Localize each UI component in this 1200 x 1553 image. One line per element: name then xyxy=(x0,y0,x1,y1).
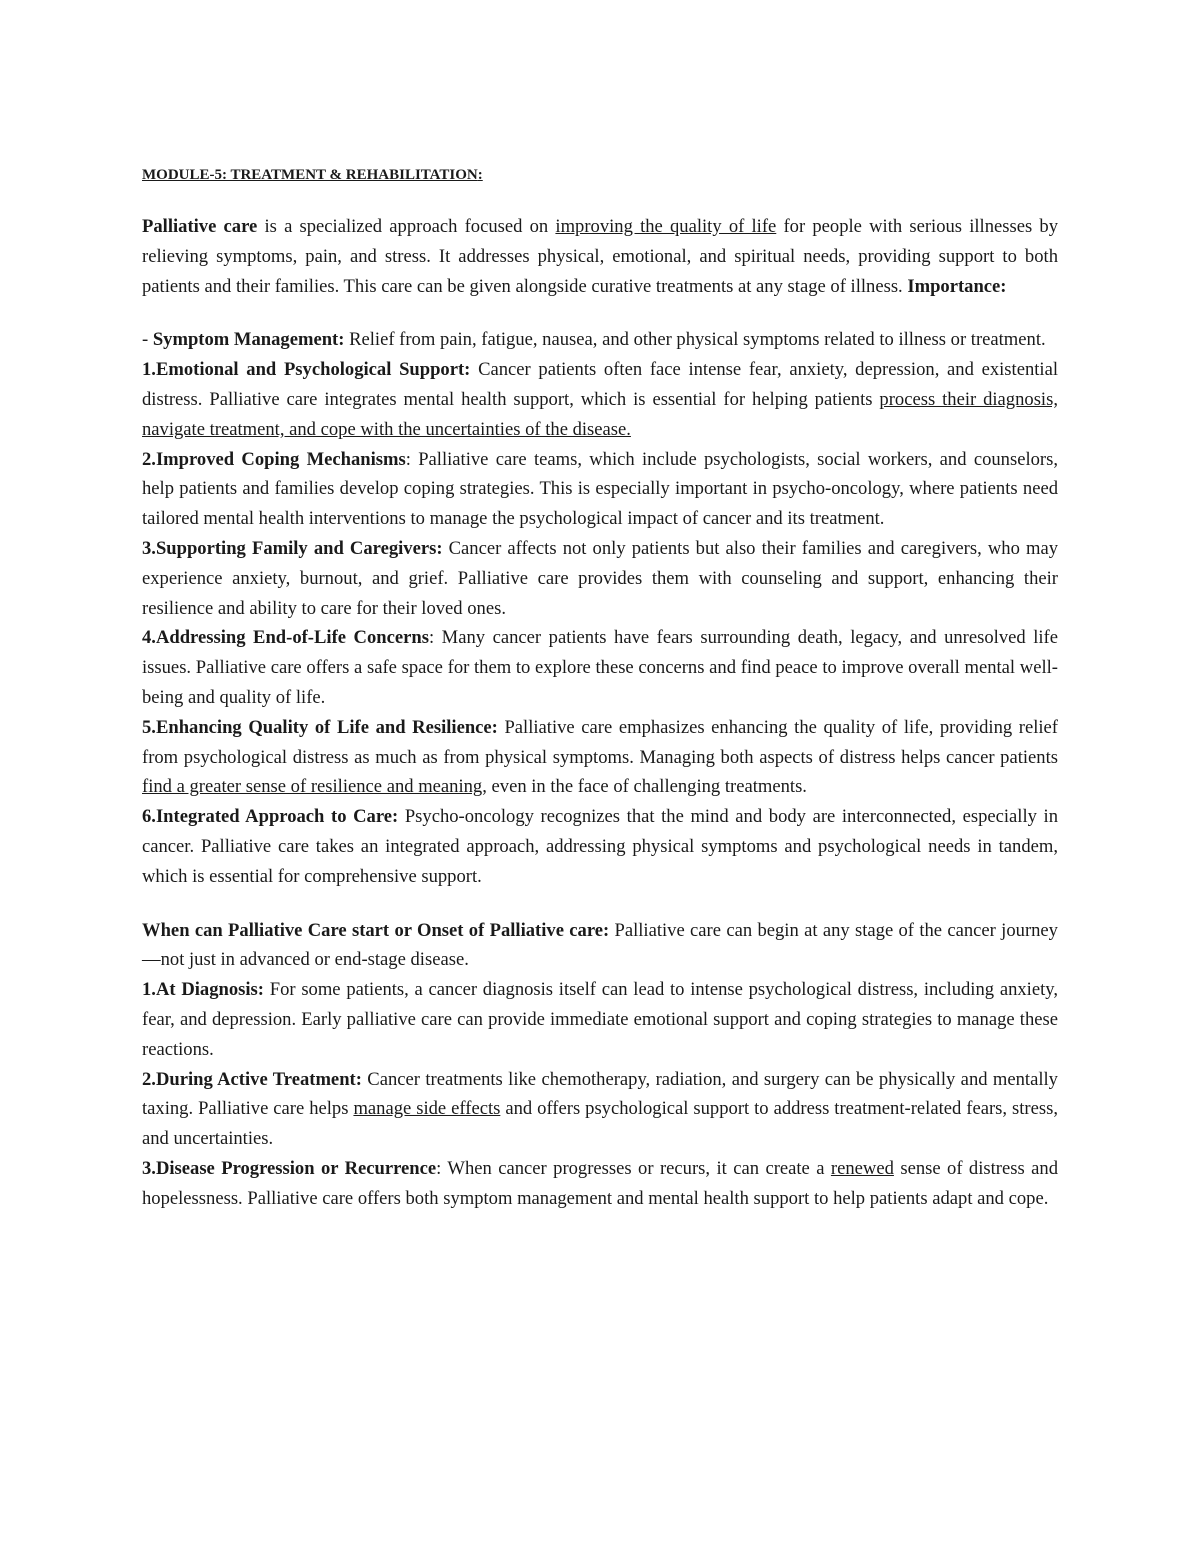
module-heading xyxy=(142,160,1058,190)
item-label: 6.Integrated Approach to Care: xyxy=(142,806,399,828)
onset-item-3: 3.Disease Progression or Recurrence: When cancer progresses or recurs, it can create a renewed sense of distress and hopelessness. Palliative care offers both symptom management and mental health support to help patients adapt and cope. xyxy=(142,1157,1058,1209)
onset-item-2: 2.During Active Treatment: Cancer treatments like chemotherapy, radiation, and surgery can be physically and mentally taxing. Palliative care helps manage side effects and offers psychological support to address treatment-related fears, stress, and uncertainties. xyxy=(142,1068,1058,1150)
importance-item-4: 4.Addressing End-of-Life Concerns: Many cancer patients have fears surrounding death, legacy, and unresolved life issues. Palliative care offers a safe space for them to explore these concerns and find peace to improve overall mental well-being and quality of life. xyxy=(142,627,1058,708)
intro-term: Palliative care xyxy=(142,216,258,237)
importance-item-6: 6.Integrated Approach to Care: Psycho-oncology recognizes that the mind and body are interconnected, especially in cancer. Palliative care takes an integrated approach, addressing physical symptoms and psychological needs in tandem, which is essential for comprehensive support. xyxy=(142,806,1058,887)
symptom-management-label: Symptom Management: xyxy=(152,329,345,351)
item-label: 4.Addressing End-of-Life Concerns xyxy=(142,627,429,649)
importance-item-3: 3.Supporting Family and Caregivers: Cancer affects not only patients but also their families and caregivers, who may experience anxiety, burnout, and grief. Palliative care provides them with counseling and support, enhancing their resilience and ability to care for their loved ones. xyxy=(142,537,1058,619)
item-label: 2.During Active Treatment: xyxy=(142,1068,362,1090)
document-page xyxy=(142,160,1058,1214)
item-label: 1.Emotional and Psychological Support: xyxy=(142,359,471,381)
module-heading-text: MODULE-5: TREATMENT & REHABILITATION xyxy=(142,167,478,183)
symptom-management-paragraph: - Symptom Management: Relief from pain, fatigue, nausea, and other physical symptoms related to illness or treatment. xyxy=(142,329,1046,351)
importance-item-1: 1.Emotional and Psychological Support: Cancer patients often face intense fear, anxiety, depression, and existential distress. Palliative care integrates mental health support, which is essential for helping patients process their diagnosis, navigate treatment, and cope with the uncertainties of the disease. xyxy=(142,359,1058,440)
item-label: 3.Disease Progression or Recurrence xyxy=(142,1157,437,1179)
intro-underlined: improving the quality of life xyxy=(555,216,777,237)
importance-label: Importance: xyxy=(907,275,1007,297)
module-heading-colon: : xyxy=(477,167,483,183)
item-underlined: process their diagnosis, navigate treatment, and cope with the uncertainties of the disease. xyxy=(142,388,1058,440)
item-label: 1.At Diagnosis: xyxy=(142,979,264,1001)
item-label: 2.Improved Coping Mechanisms xyxy=(142,448,406,470)
item-underlined: find a greater sense of resilience and meaning xyxy=(142,776,483,798)
importance-item-5: 5.Enhancing Quality of Life and Resilience: Palliative care emphasizes enhancing the quality of life, providing relief from psychological distress as much as from physical symptoms. Managing both aspects of distress helps cancer patients find a greater sense of resilience and meaning, even in the face of challenging treatments. xyxy=(142,716,1058,798)
onset-paragraph: When can Palliative Care start or Onset of Palliative care: Palliative care can begin at any stage of the cancer journey—not just in advanced or end-stage disease. xyxy=(142,919,1058,971)
intro-paragraph: Palliative care is a specialized approach focused on improving the quality of life for people with serious illnesses by relieving symptoms, pain, and stress. It addresses physical, emotional, and spiritual needs, providing support to both patients and their families. This care can be given alongside curative treatments at any stage of illness. Importance: xyxy=(142,216,1059,297)
item-underlined: renewed xyxy=(830,1157,894,1179)
onset-label: When can Palliative Care start or Onset of Palliative care: xyxy=(142,919,610,941)
item-underlined: manage side effects xyxy=(353,1098,501,1120)
item-label: 3.Supporting Family and Caregivers: xyxy=(142,537,443,559)
onset-item-1: 1.At Diagnosis: For some patients, a cancer diagnosis itself can lead to intense psychological distress, including anxiety, fear, and depression. Early palliative care can provide immediate emotional support and coping strategies to manage these reactions. xyxy=(142,979,1058,1060)
importance-item-2: 2.Improved Coping Mechanisms: Palliative care teams, which include psychologists, social workers, and counselors, help patients and families develop coping strategies. This is especially important in psycho-oncology, where patients need tailored mental health interventions to manage the psychological impact of cancer and its treatment. xyxy=(142,448,1058,530)
item-label: 5.Enhancing Quality of Life and Resilience: xyxy=(142,716,498,738)
